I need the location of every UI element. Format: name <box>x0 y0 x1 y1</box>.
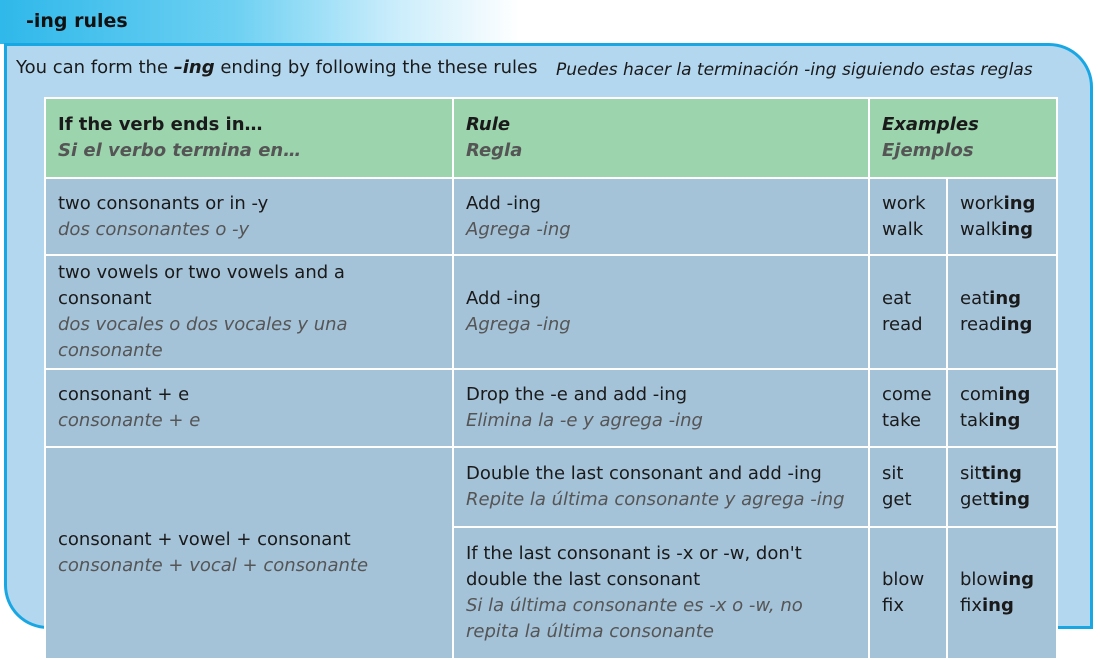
ending-es: consonante + e <box>58 410 201 431</box>
result-suffix: ing <box>998 384 1031 405</box>
example-base: work <box>882 192 926 214</box>
page-title: -ing rules <box>26 10 128 32</box>
example-base: get <box>882 489 912 510</box>
header-rule-es: Regla <box>466 140 523 161</box>
rule-cell <box>453 178 869 255</box>
example-base: fix <box>882 595 904 616</box>
table-header-row <box>45 98 1057 178</box>
example-base-cell <box>869 527 947 659</box>
header-examples-es: Ejemplos <box>882 140 974 161</box>
example-result <box>960 408 1044 434</box>
rule-en: Add -ing <box>466 192 541 214</box>
example-base: come <box>882 384 932 405</box>
example-result <box>960 312 1044 338</box>
example-result <box>960 382 1044 408</box>
rule-en: If the last consonant is -x or -w, don't double the last consonant <box>466 543 802 590</box>
result-stem: tak <box>960 410 989 431</box>
result-suffix: ting <box>989 489 1031 510</box>
example-result <box>960 461 1044 487</box>
table-row <box>45 255 1057 369</box>
example-base: walk <box>882 218 924 240</box>
example-result-cell <box>947 255 1057 369</box>
rule-cell <box>453 527 869 659</box>
header-rule-en: Rule <box>466 114 511 135</box>
result-suffix: ing <box>1002 569 1035 590</box>
example-base: blow <box>882 569 925 590</box>
intro-spanish: Puedes hacer la terminación -ing siguiendo estas reglas <box>556 60 1033 80</box>
result-stem: work <box>960 192 1004 214</box>
header-rule <box>453 98 869 178</box>
header-ending-es: Si el verbo termina en… <box>58 140 302 161</box>
rule-es: Elimina la -e y agrega -ing <box>466 410 703 431</box>
table-row <box>45 178 1057 255</box>
header-examples <box>869 98 1057 178</box>
ending-es: consonante + vocal + consonante <box>58 555 369 576</box>
example-base: take <box>882 410 921 431</box>
example-base: eat <box>882 288 912 309</box>
ending-cell <box>45 447 453 659</box>
example-result <box>960 487 1044 513</box>
ending-es: dos consonantes o -y <box>58 218 250 240</box>
result-suffix: ing <box>982 595 1014 616</box>
rule-es: Agrega -ing <box>466 218 571 240</box>
rule-cell <box>453 369 869 447</box>
intro-en-suffix: ending by following the these rules <box>214 57 538 78</box>
header-ending <box>45 98 453 178</box>
example-result <box>960 191 1044 217</box>
result-suffix: ing <box>1000 314 1033 335</box>
result-suffix: ing <box>988 410 1021 431</box>
rule-cell <box>453 447 869 527</box>
example-base-cell <box>869 255 947 369</box>
ending-en: consonant + e <box>58 384 190 405</box>
rule-es: Si la última consonante es -x o -w, no repita la última consonante <box>466 595 803 642</box>
intro-english <box>16 57 538 78</box>
example-base: sit <box>882 463 904 484</box>
rule-en: Add -ing <box>466 288 541 309</box>
ending-cell <box>45 369 453 447</box>
result-stem: fix <box>960 595 982 616</box>
example-base-cell <box>869 447 947 527</box>
rule-cell <box>453 255 869 369</box>
example-result <box>960 217 1044 243</box>
rule-en: Drop the -e and add -ing <box>466 384 688 405</box>
result-suffix: ing <box>1003 192 1036 214</box>
example-result-cell <box>947 447 1057 527</box>
rules-table <box>44 97 1058 660</box>
ending-en: two vowels or two vowels and a consonant <box>58 262 345 309</box>
header-ending-en: If the verb ends in… <box>58 114 263 135</box>
example-result <box>960 567 1044 593</box>
result-suffix: ting <box>981 463 1022 484</box>
intro-en-prefix: You can form the <box>16 57 174 78</box>
table-row <box>45 369 1057 447</box>
result-stem: eat <box>960 288 990 309</box>
result-stem: get <box>960 489 990 510</box>
example-base-cell <box>869 178 947 255</box>
rule-es: Repite la última consonante y agrega -ing <box>466 489 845 510</box>
example-result <box>960 593 1044 619</box>
result-stem: read <box>960 314 1001 335</box>
result-stem: walk <box>960 218 1002 240</box>
ending-es: dos vocales o dos vocales y una consonante <box>58 314 348 361</box>
rule-es: Agrega -ing <box>466 314 571 335</box>
rule-en: Double the last consonant and add -ing <box>466 463 822 484</box>
result-stem: blow <box>960 569 1003 590</box>
ending-cell <box>45 178 453 255</box>
result-stem: com <box>960 384 999 405</box>
example-result-cell <box>947 369 1057 447</box>
example-base: read <box>882 314 923 335</box>
table-row <box>45 447 1057 527</box>
example-result-cell <box>947 527 1057 659</box>
result-suffix: ing <box>1001 218 1034 240</box>
intro-en-emphasis: –ing <box>173 57 215 78</box>
example-result-cell <box>947 178 1057 255</box>
result-suffix: ing <box>989 288 1022 309</box>
ending-en: consonant + vowel + consonant <box>58 529 351 550</box>
ending-en: two consonants or in -y <box>58 192 269 214</box>
example-result <box>960 286 1044 312</box>
header-examples-en: Examples <box>882 114 979 135</box>
result-stem: sit <box>960 463 982 484</box>
example-base-cell <box>869 369 947 447</box>
ending-cell <box>45 255 453 369</box>
